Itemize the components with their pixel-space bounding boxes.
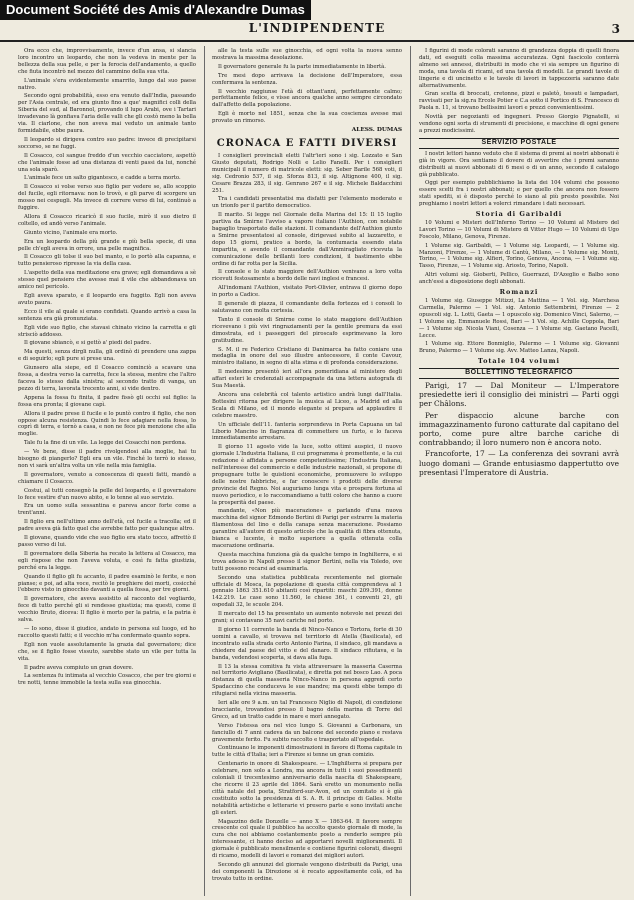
column-1-text (18, 48, 196, 687)
paragraph: Il mercato del 15 ha presentato un aumento notevole nei prezzi dei grani; si contavano 35 navi cariche nel porto. (212, 611, 402, 625)
column-3 (419, 48, 619, 894)
paragraph: Il governatore, venuto a conoscenza di questi fatti, mandò a chiamare il Cosacco. (18, 471, 196, 485)
paragraph: Il governatore generale fu la parte immediatamente in libertà. (218, 63, 386, 70)
cronaca-text (212, 153, 402, 507)
paragraph: Costui, al tutti consegnò la pelle del leopardo, e il governatore lo fece vestire d'un nuovo abito, e lo tenne al suo servizio. (18, 487, 196, 501)
paragraph: Ieri alle ore 9 a.m. un tal Francesco Niglio di Napoli, di condizione bracciante, trovandosi presso il bagno della marina di Torre del Greco, ad un tratto cadde in mare e morì annegato. (212, 700, 402, 720)
paragraph: Tale fu la fine di un vile. La legge dei Cosacchi non perdona. (24, 440, 187, 447)
feuilleton-ending (212, 48, 402, 125)
romanzi-text (419, 298, 619, 355)
paragraph: Un ufficiale dell'11. fanteria sorprendeva in Porta Capuana un tal Liborio Mancino in flagranza di commettere un furto, e lo faceva immediatamente arrestare. (212, 421, 402, 442)
paragraph: alle la testa sulle sue ginocchia, ed ogni volta la nuova senno mostrava la massima desolazione. (212, 48, 402, 61)
paragraph: Il leopardo si dirigeva contro suo padre: invece di precipitarsi soccorso, se ne fuggi. (18, 136, 196, 150)
paragraph: Ancora una celebrità col talento artistico andrà lungi dall'Italia. Bottesini ritorna per dirigere la musica al Liceo, a Madrid ed alla Scala di Milano, ed il mondo elegante si prepara ad applaudire il celebre maestro. (212, 391, 402, 419)
paragraph: 1 Volume sig. Giuseppe Mitizzi, La Mattina — 1 Vol. sig. Marchesa Carmella, Palermo — 1 Vol. sig. Antonio Settembrini, Firenze — 2 opuscoli sig. L. Lotti, Gaeta — 1 opuscolo sig. Domenico Vinci, Salerno, — 1 Volume sig. Emmanuele Rossi, Bari — 1 Vol. sig. Achille Coppola, Bari — 1 Volume sig. Nicola Viani, Cosenza — 1 Volume sig. Gaetano Pacelli, Lecce. (419, 298, 619, 339)
paragraph: Il padre aveva compiuto un gran dovere. (24, 664, 134, 671)
paragraph: mandante, «Non più macerazione» e parlando d'una nuova macchina del signor Edmondo Bertini di Parigi per estrarre la materia filamentosa del lino e della canapa senza macerazione. Possiamo garantire all'autore di questo articolo che la qualità di fibra ottenuta, bianca e lucente, è molto superiore a quella ottenuta colla macerazione ordinaria. (212, 508, 402, 549)
paragraph: Secondo ogni probabilità, esso era venuto dall'India, passando per l'Asia centrale, ed era giunto fino a que' magnifici colli della Siberia del sud, al Baronnol, provando il lupo Arabi, ove i Tartari invadevano là gonfiava l'aria delle valli che gli costò meno la bella via. Il ciarlone, che non aveva mai veduto un animale tanto formidabile, ebbe paura. (18, 93, 196, 134)
paragraph: S. M. il re Federico Cristiano di Danimarca ha fatto coniare una medaglia in onore del suo illustre antecessore, il conte Cavour, ministro italiano, in segno di alta stima e di profonda considerazione. (212, 346, 402, 367)
page-number: 3 (611, 22, 620, 36)
paragraph: Il governatore, che aveva assistito al racconto del vegliardo, fece di tutto perché gli si rendesse giustizia; ma questi, come il vecchio Bruto, diceva: Il figlio è morto per la patria, e la patria è salva. (18, 596, 196, 624)
paragraph: Il giorno 11 agosto vide la luce, sotto ottimi auspici, il nuovo giornale L'Industria Italiana, il cui programma è promettente, e la cui redazione è affidata a persone competentissime; l'Industria Italiana, nell'interesse del commercio e delle industrie nazionali, si propone di propugnare tutte le quistioni economiche, promuovere lo sviluppo delle nostre fabbriche, e far conoscere i prodotti delle diverse provincie del Regno. Noi auguriamo lunga vita e prospera fortuna al nuovo periodico, e lo raccomandiamo a tutti coloro che hanno a cuore la prosperità del paese. (212, 444, 402, 506)
paragraph: Egli aveva sparato, e il leopardo era fuggito. Egli non aveva avuto paura. (18, 293, 196, 306)
paragraph: Ecco il vile al quale si erano confidati. Quando arrivò a casa la sentenza era già pronunziata. (18, 308, 196, 322)
paragraph: Novità per negozianti ed ingegneri. Presso Giorgio Pignatelli, si vendono ogni sorta di strumenti di precisione, e macchine di ogni genere a prezzi modicissimi. (419, 114, 619, 134)
section-title-cronaca: CRONACA E FATTI DIVERSI (216, 137, 398, 149)
paragraph: Per dispaccio alcune barche con immagazzinamento furono catturate dal capitano del porto, come pure altre barche cariche di contrabbando; il loro numero non è ancora noto. (419, 410, 619, 448)
paragraph: Il Cosacco gli tolse il suo bel manto, e lo portò alla capanna, e tutto pensieroso ripresse la via della casa. (18, 254, 196, 268)
paragraph: Il 13 la stessa comitiva fu vista attraversare la masseria Caserma nel territorio Avigliano (Basilicata), e diretta poi nel bosco Lao. A poca distanza di quella masseria Ninco-Nanco in persona aggredì certo Spadaccino che conduceva le sue mandre; ma questi ebbe tempo di rifugiarsi nella vicina masseria. (212, 663, 402, 698)
paragraph: 1 Volume sig. Ettore Bonmiglio, Palermo — 1 Volume sig. Giovanni Bruno, Palermo — 1 Volume sig. Avv. Matteo Lanza, Napoli. (419, 341, 619, 355)
paragraph: 1 Volume sig. Garibaldi, — 1 Volume sig. Leopardi, — 1 Volume sig. Manzoni, Firenze, — 1 Volume di Cantù, Milano, — 1 Volume sig. Monti, Torino, — 1 Volume sig. Alfieri, Torino, Genova, Ancona, — 1 Volume sig. Tasso, Firenze, — 1 Volume sig. Ariosto, Torino, Napoli. (419, 242, 619, 270)
paragraph: Ma questi, senza dirgli nulla, gli ordinò di prendere una zappa e di seguirlo; egli pure si prese una. (18, 349, 196, 363)
paragraph: Francoforte, 17 — La conferenza dei sovrani avrà luogo domani — Grande entusiasmo dappertutto ove presentasi l'Imperatore di Austria. (419, 449, 619, 477)
paragraph: — Io sono, disse il giudice, andato in persona sul luogo, ed ho raccolto questi fatti; e il vecchio m'ha confermato quanto sopra. (18, 625, 196, 639)
column-2 (212, 48, 402, 894)
paragraph: Questa macchina funziona già da qualche tempo in Inghilterra, e si trova adesso in Napoli presso il signor Bertini, nella via Toledo, ove tutti possono recarsi ad esaminarla. (212, 551, 402, 572)
paragraph: I nostri lettori hanno veduto che il sistema di premi ai nostri abbonati è già in vigore. Ora sentiamo il dovere di avvertire che i premi saranno distribuiti ai nuovi abbonati di 6 mesi o di un anno, secondo il catalogo già pubblicato. (419, 150, 619, 178)
column-rule (410, 46, 411, 896)
paragraph: 10 Volumi e Misteri dell'Inferno Torino — 10 Volumi al Mistero del Lavori Torino — 10 Volumi di Mistero di Vittor Hugo — 10 Volumi di Ugo Foscolo, Milano, Genova, Firenze. (419, 219, 619, 240)
paragraph: Il vecchio raggiunse l'età di ottant'anni, perfettamente calmo; perfettamente felice, e visse ancora qualche anno sempre circondato dall'affetto della popolazione. (212, 88, 402, 109)
cronaca-continued-text (212, 508, 402, 882)
paragraph: Il figlio era nell'ultimo anno dell'età, col fucile a tracolla; ed il padre aveva già fatto quel che avrebbe fatto per qualunque altro. (18, 519, 196, 533)
paragraph: — Ve bene, disse il padre rivolgendosi alla moglie, hai tu bisogno di piangerlo? Egli era un vile. Finché lo terrò io stesso, non vi sarà un'altra volta un vile nella mia famiglia. (18, 449, 196, 469)
total-volumes: Totale 104 volumi (478, 357, 560, 366)
paragraph: Ora ecco che, improvvisamente, invece d'un ansa, si slancia loro incontro un leopardo, che non la vedeva in mente per la bellezza della sua pelle, e per la ferocia dell'andamento, a quello che fiuta incontrò nel mezzo del cammino della sua vita. (18, 48, 196, 75)
paragraph: Magazzino delle Donzelle — anno X — 1863-64. Il favore sempre crescente col quale il pubblico ha accolto questo giornale di mode, la cura che noi abbiamo costantemente posto a renderlo sempre più interessante, ci hanno deciso ad apportarvi novelli miglioramenti. Il giornale è pubblicato mensilmente e contiene figurini colorati, disegni di ricamo, modelli di lavori e romanzi dei migliori autori. (212, 818, 402, 860)
source-watermark: Document Société des Amis d'Alexandre Dumas (0, 0, 311, 20)
paragraph: Secondo una statistica pubblicata recentemente nel giornale ufficiale di Mosca, la popolazione di questa città comprendeva al 1 gennaio 1863 351.610 abitanti così ripartiti: maschi 209.391, donne 142.219. Le case sono 11.560, le chiese 361, i conventi 21, gli ospedali 32, le scuole 204. (212, 574, 402, 609)
paragraph: Tre mesi dopo arrivava la decisione dell'Imperatore, essa confermava la sentenza. (212, 72, 402, 86)
paragraph: All'indomani l'Authion, visitato Port-Olivier, entrava il giorno dopo in porto a Cadice. (212, 285, 402, 299)
paragraph: Secondo gli annunzi del giornale vengono distribuiti da Parigi, una dei componenti la Direzione si è recato appositamente colà, ed ha trovato tutto in ordine. (212, 861, 402, 882)
paragraph: La sentenza fu intimata al vecchio Cosacco, che per tre giorni e tre notti, tenne immobile la testa sulla sua ginocchia. (18, 673, 196, 687)
paragraph: Verso l'istessa ora nel vico lungo S. Giovanni a Carbonara, un fanciullo di 7 anni cadeva da un balcone del secondo piano e restava gravemente ferito. Fu subito raccolto e trasportato all'ospedale. (212, 722, 402, 743)
paragraph: Il giorno 11 corrente la banda di Ninco-Nanco e Tortora, forte di 30 uomini a cavallo, si trovava nel territorio di Atella (Basilicata), ed incontrato sulla strada certo Antonio Farina, il sindaco, gli mandava a chiedere dal paese del vitto e del danaro. Il sindaco rifiutava, e la banda, vedendosi scoperta, si dava alla fuga. (212, 626, 402, 661)
paragraph: Il giovane, quando vide che suo figlio era stato tocco, affrettò il passo verso di lui. (18, 535, 196, 548)
column-1 (18, 48, 196, 894)
paragraph: I consiglieri provinciali eletti l'altr'ieri sono i sig. Lozzato e San Giusto deputati, Rodrigo Nolli e Lelio Fanelli. Per i consiglieri municipali il numero di matricole eletti: sig. Seber Barile 568 voti, il sig. Cedronio 537, il sig. Sforza 813, il sig. Altignone 400, il sig. Cesare Brazza 283, il sig. Genrano 267 e il sig. Michele Baldacchini 251. (212, 152, 402, 194)
paragraph: Allora il padre prese il fucile e lo puntò contro il figlio, che non oppose alcuna resistenza. Quindi lo fece adagiare nella fossa, lo coprì di terra, e tornò a casa, e non ne fece più menzione che alla moglie. (18, 410, 196, 438)
author-signature: ALESS. DUMAS (351, 127, 402, 134)
paragraph: Centenario in onore di Shakespeare. — L'Inghilterra si prepara per celebrare, non solo a Londra, ma ancora in tutti i suoi possedimenti coloniali il trecentesimo anniversario della nascita di Shakespeare, che ricorre il 23 aprile del 1864. Sarà eretto un monumento nella città natale del poeta, Stratford-sur-Avon, ed un comitato si è già costituito sotto la presidenza di S. A. R. il principe di Galles. Molte notabilità artistiche e letterarie vi presero parte e sono invitati anche gli esteri. (212, 761, 402, 816)
section-title-telegraph: BOLLETTINO TELEGRAFICO (419, 368, 619, 379)
paragraph: Giunsero alla siepe, ed il Cosacco cominciò a scavare una fossa, a destra verso la carretta, fece la stessa, mentre che l'altro faceva lo stesso dalla sinistra; al secondo tratto di vanga, un pezzo di terra, lavorata trecento anni, si vide dentro. (18, 365, 196, 392)
catalog-text (419, 220, 619, 286)
paragraph: Era un leopardo della più grande e più bella specie, di una pelle ch'egli aveva in orrore, una pelle magnifica. (18, 238, 196, 252)
paragraph: Continuano le imponenti dimostrazioni in favore di Roma capitale in tutte le città d'Italia; ieri a Firenze si tenne un gran comizio. (212, 745, 402, 759)
paragraph: Altri volumi sig. Gioberti, Pellico, Guerrazzi, D'Azeglio e Balbo sono anch'essi a disposizione degli abbonati. (419, 272, 619, 286)
paragraph: Giunto vicino, l'animale era morto. (24, 229, 118, 236)
paragraph: Egli è morto nel 1851, senza che la sua coscienza avesse mai provato un rimorso. (212, 111, 402, 125)
paragraph: Il giovane sbiancò, e si gettò a' piedi del padre. (24, 340, 152, 347)
paragraph: Il medesimo presentò ieri all'ora pomeridiana al ministero degli affari esteri le credenziali accompagnate da una lettera autografa di Sua Maestà. (212, 369, 402, 390)
paragraph: Il Cosacco, col sangue freddo d'un vecchio cacciatore, aspettò che l'animale fosse ad una distanza di venti passi da lui, nonché una sola sparò. (18, 152, 196, 173)
paragraph: Tanto il console di Smirne come lo stato maggiore dell'Authion ricevevano i più vivi ringraziamenti per la gentile premura da essi dimostrata, ed i passeggeri del piroscafo esprimevano la loro gratitudine. (212, 316, 402, 344)
paragraph: I figurini di mode colorati saranno di grandezza doppia di quelli finora dati, ed eseguiti colla massima accuratezza. Ogni fascicolo conterrà almeno sei annessi, distribuiti in modo che vi sia sempre un figurino di moda, una tavola di ricami, ed una tavola di modelli. Le grandi tavole di lingerie e di uncinetto e le tavole di lavori in tappezzeria saranno date alternativamente. (419, 48, 619, 89)
paragraph: Il console e lo stato maggiore dell'Authion venivano a loro volta ricevuti festosamente a bordo delle navi inglesi e francesi. (212, 269, 402, 283)
paragraph: Il generale di piazza, il comandante della fortezza ed i consoli lo salutavano con molta cortesia. (212, 301, 402, 314)
paragraph: Allora il Cosacco ricaricò il suo fucile, mirò il suo dietro il coltello, ed andò verso l'animale. (18, 213, 196, 227)
subtitle-garibaldi: Storia di Garibaldi (475, 210, 563, 219)
paragraph: Il marito. Si legge nel Giornale della Marina del 15: Il 15 luglio partiva da Smirne l'avviso a vapore italiano l'Authion, con notabile bagaglio trasportato dalle stazioni. Il comandante dell'Authion giunto a Smirne presentatosi al console, dirigevasi subito al lazzaretto, e dopo 15 giorni, pratico a bordo, la contumacia essendo stata impartita, e avendo il comandante dall'Ammiragliato ricevuta la comunicazione delle brillanti loro condizioni, il bastimento ebbe ordine di far rotta per la Sicilia. (212, 212, 402, 267)
paragraph: L'aspetto della sua meditazione era grave; egli domandava a sè stesso quel pensiero che avesse mai il vile che abbandonava un amico nel pericolo. (18, 270, 196, 291)
paragraph: Egli non vuole assolutamente la grazia dal governatore; dice che, se il figlio fosse vissuto, sarebbe stato un vile per tutta la vita. (18, 641, 196, 662)
paragraph: Il Cosacco si volse verso suo figlio per vedere se, allo scoppio del fucile, egli ritornava: non lo trovò, e gli parve di scorgere un mosso nei cespugli. Ma invece di correre verso di lui, continuò a fuggire. (18, 184, 196, 212)
paragraph: Appena la fossa fu finita, il padre fissò gli occhi sul figlio: la fossa era pronta; il giovane capì. (18, 394, 196, 408)
paragraph: Tra i candidati presentatisi ma disfatti per l'elemento moderato e un trionfo per il partito democratico. (212, 196, 402, 210)
section-title-postal: SERVIZIO POSTALE (419, 138, 619, 149)
paragraph: Quando il figlio gli fu accanto, il padre esaminò le ferite, e non pianse; e poi, ad alta voce, recitò le preghiere dei morti, cosicché l'ebbero visto in ginocchio davanti a quella fossa, per tre giorni. (18, 573, 196, 594)
advertisements-text (419, 48, 619, 135)
paragraph: L'animale s'era evidentemente smarrito, lungo dal suo paese nativo. (18, 77, 196, 91)
paragraph: Era un uomo sulla sessantina e pareva ancor forte come a trent'anni. (18, 503, 196, 517)
paragraph: Egli vide suo figlio, che stavasi chinato vicino la carretta e gli strisciò addosso. (18, 324, 196, 338)
newspaper-title: L'INDIPENDENTE (248, 21, 386, 35)
paragraph: Il governatore della Siberia ha recato la lettera al Cosacco, ma egli rispose che non l'aveva voluta, e così fu fatta giustizia, perché era la legge. (18, 550, 196, 571)
paragraph: L'animale fece un salto gigantesco, e cadde a terra morto. (24, 175, 181, 182)
telegraph-bulletin-text (419, 381, 619, 477)
paragraph: Oggi per esempio pubblichiamo la lista dei 104 volumi che possono essere scelti fra i nostri abbonati; e per quello che ancora non fossero stati spediti, si è disposto perché lo siano al più presto possibile. Noi preghiamo i nostri lettori a volerci rimandare i dati necessari. (419, 180, 619, 208)
postal-service-text (419, 151, 619, 208)
section-title-romanzi: Romanzi (499, 288, 539, 297)
column-rule (204, 46, 205, 896)
paragraph: Parigi, 17 — Dal Moniteur — L'Imperatore presiedette ieri il consiglio dei ministri — Parti oggi per Châlons. (419, 381, 619, 409)
masthead (0, 20, 634, 42)
paragraph: Gran scelta di broccati, cretonne, pizzi e paletò, tessuti e lampadari, ravvisati per la sig.ra Ercole Potier e C.a sotto il Portico di S. Francesco di Paola n. 11, si trovano bellissimi lavori e prezzi convenientissimi. (419, 91, 619, 112)
